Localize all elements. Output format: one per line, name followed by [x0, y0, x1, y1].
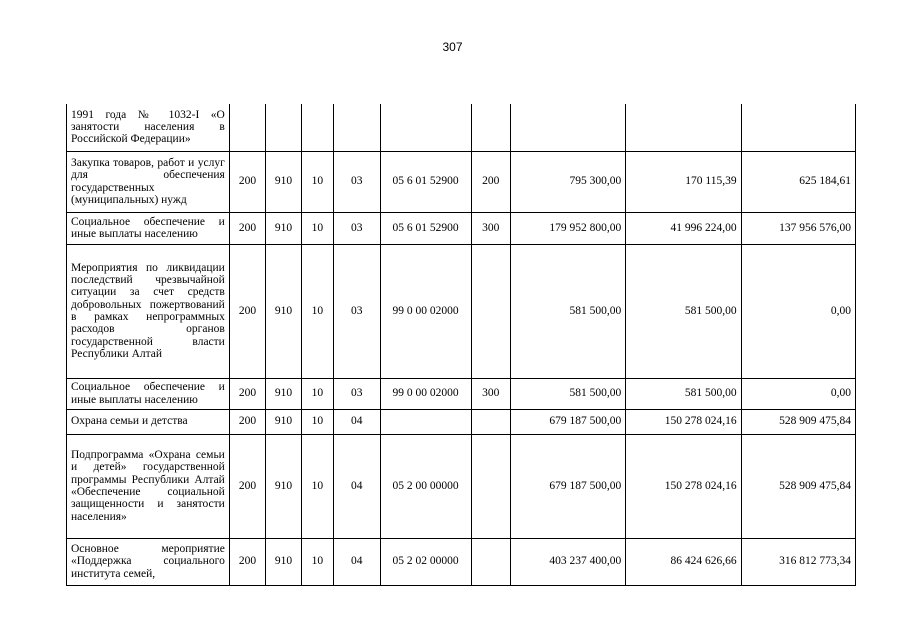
- section-code: 10: [301, 151, 333, 212]
- executed-amount: 581 500,00: [626, 244, 741, 378]
- page-number: 307: [442, 40, 463, 54]
- remaining-amount: [741, 104, 855, 151]
- planned-amount: 679 187 500,00: [510, 409, 625, 434]
- grbs-code: 910: [266, 538, 301, 585]
- section-code: [301, 104, 333, 151]
- expense-type: [471, 409, 510, 434]
- expense-type: 300: [471, 212, 510, 244]
- expense-type: [471, 104, 510, 151]
- expense-type: 200: [471, 151, 510, 212]
- target-article: [380, 409, 471, 434]
- target-article: 99 0 00 02000: [380, 244, 471, 378]
- admin-code: 200: [229, 409, 265, 434]
- grbs-code: 910: [266, 434, 301, 538]
- expense-type: [471, 538, 510, 585]
- admin-code: [229, 104, 265, 151]
- expense-type: [471, 244, 510, 378]
- remaining-amount: 528 909 475,84: [741, 409, 855, 434]
- grbs-code: [266, 104, 301, 151]
- admin-code: 200: [229, 151, 265, 212]
- planned-amount: 679 187 500,00: [510, 434, 625, 538]
- remaining-amount: 625 184,61: [741, 151, 855, 212]
- planned-amount: [510, 104, 625, 151]
- row-name: 1991 года № 1032-I «О занятости населения в Российской Федерации»: [67, 104, 230, 151]
- admin-code: 200: [229, 538, 265, 585]
- subsection-code: 03: [334, 151, 381, 212]
- row-name: Социальное обеспечение и иные выплаты населению: [67, 212, 230, 244]
- grbs-code: 910: [266, 212, 301, 244]
- planned-amount: 581 500,00: [510, 378, 625, 409]
- subsection-code: 03: [334, 244, 381, 378]
- row-name: Социальное обеспечение и иные выплаты населению: [67, 378, 230, 409]
- section-code: 10: [301, 538, 333, 585]
- table-row: [67, 151, 856, 212]
- executed-amount: 581 500,00: [626, 378, 741, 409]
- remaining-amount: 528 909 475,84: [741, 434, 855, 538]
- remaining-amount: 137 956 576,00: [741, 212, 855, 244]
- row-name: Мероприятия по ликвидации последствий чрезвычайной ситуации за счет средств добровольных пожертвований в рамках непрограммных расходов органов государственной власти Республики Алтай: [67, 244, 230, 378]
- target-article: 05 2 02 00000: [380, 538, 471, 585]
- planned-amount: 179 952 800,00: [510, 212, 625, 244]
- subsection-code: 04: [334, 538, 381, 585]
- admin-code: 200: [229, 212, 265, 244]
- table-row: [67, 244, 856, 378]
- subsection-code: 04: [334, 434, 381, 538]
- table-row: [67, 378, 856, 409]
- table-row: [67, 104, 856, 151]
- executed-amount: 150 278 024,16: [626, 434, 741, 538]
- grbs-code: 910: [266, 409, 301, 434]
- planned-amount: 795 300,00: [510, 151, 625, 212]
- executed-amount: 86 424 626,66: [626, 538, 741, 585]
- grbs-code: 910: [266, 151, 301, 212]
- target-article: 99 0 00 02000: [380, 378, 471, 409]
- remaining-amount: 0,00: [741, 244, 855, 378]
- subsection-code: 04: [334, 409, 381, 434]
- expense-type: 300: [471, 378, 510, 409]
- executed-amount: [626, 104, 741, 151]
- budget-table: [66, 104, 856, 586]
- subsection-code: 03: [334, 212, 381, 244]
- expense-type: [471, 434, 510, 538]
- executed-amount: 41 996 224,00: [626, 212, 741, 244]
- table-row: [67, 212, 856, 244]
- admin-code: 200: [229, 378, 265, 409]
- section-code: 10: [301, 244, 333, 378]
- target-article: [380, 104, 471, 151]
- section-code: 10: [301, 378, 333, 409]
- target-article: 05 2 00 00000: [380, 434, 471, 538]
- row-name: Подпрограмма «Охрана семьи и детей» государственной программы Республики Алтай «Обеспечение социальной защищенности и занятости населения»: [67, 434, 230, 538]
- table-row: [67, 409, 856, 434]
- executed-amount: 170 115,39: [626, 151, 741, 212]
- grbs-code: 910: [266, 244, 301, 378]
- section-code: 10: [301, 212, 333, 244]
- remaining-amount: 0,00: [741, 378, 855, 409]
- target-article: 05 6 01 52900: [380, 212, 471, 244]
- admin-code: 200: [229, 434, 265, 538]
- grbs-code: 910: [266, 378, 301, 409]
- admin-code: 200: [229, 244, 265, 378]
- section-code: 10: [301, 409, 333, 434]
- subsection-code: 03: [334, 378, 381, 409]
- section-code: 10: [301, 434, 333, 538]
- remaining-amount: 316 812 773,34: [741, 538, 855, 585]
- table-row: [67, 434, 856, 538]
- target-article: 05 6 01 52900: [380, 151, 471, 212]
- planned-amount: 403 237 400,00: [510, 538, 625, 585]
- subsection-code: [334, 104, 381, 151]
- row-name: Охрана семьи и детства: [67, 409, 230, 434]
- table-row: [67, 538, 856, 585]
- planned-amount: 581 500,00: [510, 244, 625, 378]
- row-name: Основное мероприятие «Поддержка социального института семей,: [67, 538, 230, 585]
- executed-amount: 150 278 024,16: [626, 409, 741, 434]
- row-name: Закупка товаров, работ и услуг для обеспечения государственных (муниципальных) нужд: [67, 151, 230, 212]
